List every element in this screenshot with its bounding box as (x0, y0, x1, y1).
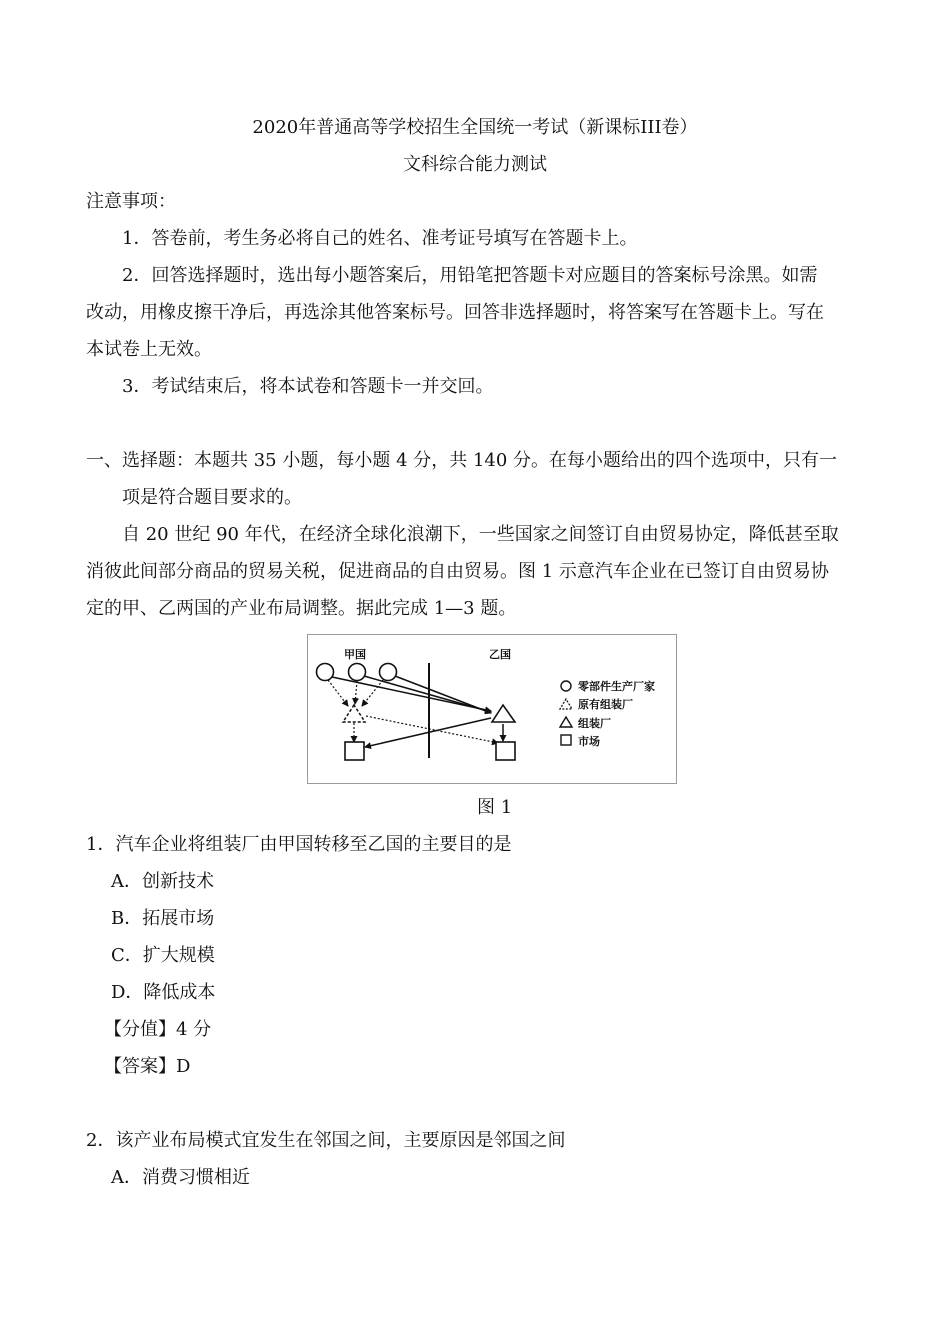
legend-square-icon (561, 735, 571, 745)
legend-market: 市场 (578, 735, 600, 748)
question-1-option-d: D．降低成本 (111, 982, 216, 1003)
figure-caption: 图 1 (477, 797, 513, 818)
legend-circle-icon (561, 681, 571, 691)
market-square-b (496, 742, 515, 760)
old-assembly-triangle (343, 705, 365, 722)
legend-assembly: 组装厂 (578, 717, 611, 730)
question-1-option-a: A．创新技术 (111, 871, 214, 892)
passage-line-2: 消彼此间部分商品的贸易关税，促进商品的自由贸易。图 1 示意汽车企业在已签订自由贸易协 (86, 561, 829, 582)
question-1-stem: 1．汽车企业将组装厂由甲国转移至乙国的主要目的是 (86, 834, 512, 855)
old-flow-arrow (355, 681, 357, 704)
section-heading: 一、选择题：本题共 35 小题，每小题 4 分，共 140 分。在每小题给出的四个选项中，只有一 (86, 450, 838, 471)
notice-item-2-cont2: 本试卷上无效。 (86, 339, 212, 360)
passage-line-3: 定的甲、乙两国的产业布局调整。据此完成 1—3 题。 (86, 598, 517, 619)
figure-1-diagram (307, 634, 677, 784)
legend-old-assembly: 原有组装厂 (578, 698, 633, 711)
passage-line-1: 自 20 世纪 90 年代，在经济全球化浪潮下，一些国家之间签订自由贸易协定，降低甚至取 (122, 524, 839, 545)
parts-flow-arrow (395, 676, 491, 713)
notice-item-1: 1．答卷前，考生务必将自己的姓名、准考证号填写在答题卡上。 (122, 228, 638, 249)
question-2-option-a: A．消费习惯相近 (111, 1167, 250, 1188)
legend-triangle-icon (560, 717, 572, 727)
question-1-answer: 【答案】D (104, 1056, 191, 1077)
country-a-label: 甲国 (344, 648, 366, 661)
assembly-triangle (492, 705, 515, 722)
notice-heading: 注意事项： (86, 191, 176, 212)
country-b-label: 乙国 (489, 648, 511, 661)
notice-item-3: 3．考试结束后，将本试卷和答题卡一并交回。 (122, 376, 494, 397)
parts-factory-circle (317, 664, 334, 681)
question-1-option-b: B．拓展市场 (111, 908, 215, 929)
exam-subtitle: 文科综合能力测试 (403, 154, 547, 175)
old-flow-arrow (366, 716, 498, 743)
notice-item-2: 2．回答选择题时，选出每小题答案后，用铅笔把答题卡对应题目的答案标号涂黑。如需 (122, 265, 818, 286)
question-1-option-c: C．扩大规模 (111, 945, 215, 966)
section-heading-cont: 项是符合题目要求的。 (122, 487, 302, 508)
parts-factory-circle (349, 664, 366, 681)
exam-title: 2020年普通高等学校招生全国统一考试（新课标III卷） (252, 117, 698, 138)
notice-item-2-cont: 改动，用橡皮擦干净后，再选涂其他答案标号。回答非选择题时，将答案写在答题卡上。写在 (86, 302, 824, 323)
market-square-a (345, 742, 364, 760)
parts-factory-circle (380, 664, 397, 681)
legend-parts-factory: 零部件生产厂家 (578, 680, 655, 693)
legend-dashed-triangle-icon (560, 699, 572, 709)
industry-layout-svg (308, 635, 678, 785)
parts-flow-arrow (364, 676, 491, 712)
question-2-stem: 2．该产业布局模式宜发生在邻国之间，主要原因是邻国之间 (86, 1130, 566, 1151)
old-flow-arrow (328, 680, 348, 706)
question-1-score: 【分值】4 分 (104, 1019, 212, 1040)
